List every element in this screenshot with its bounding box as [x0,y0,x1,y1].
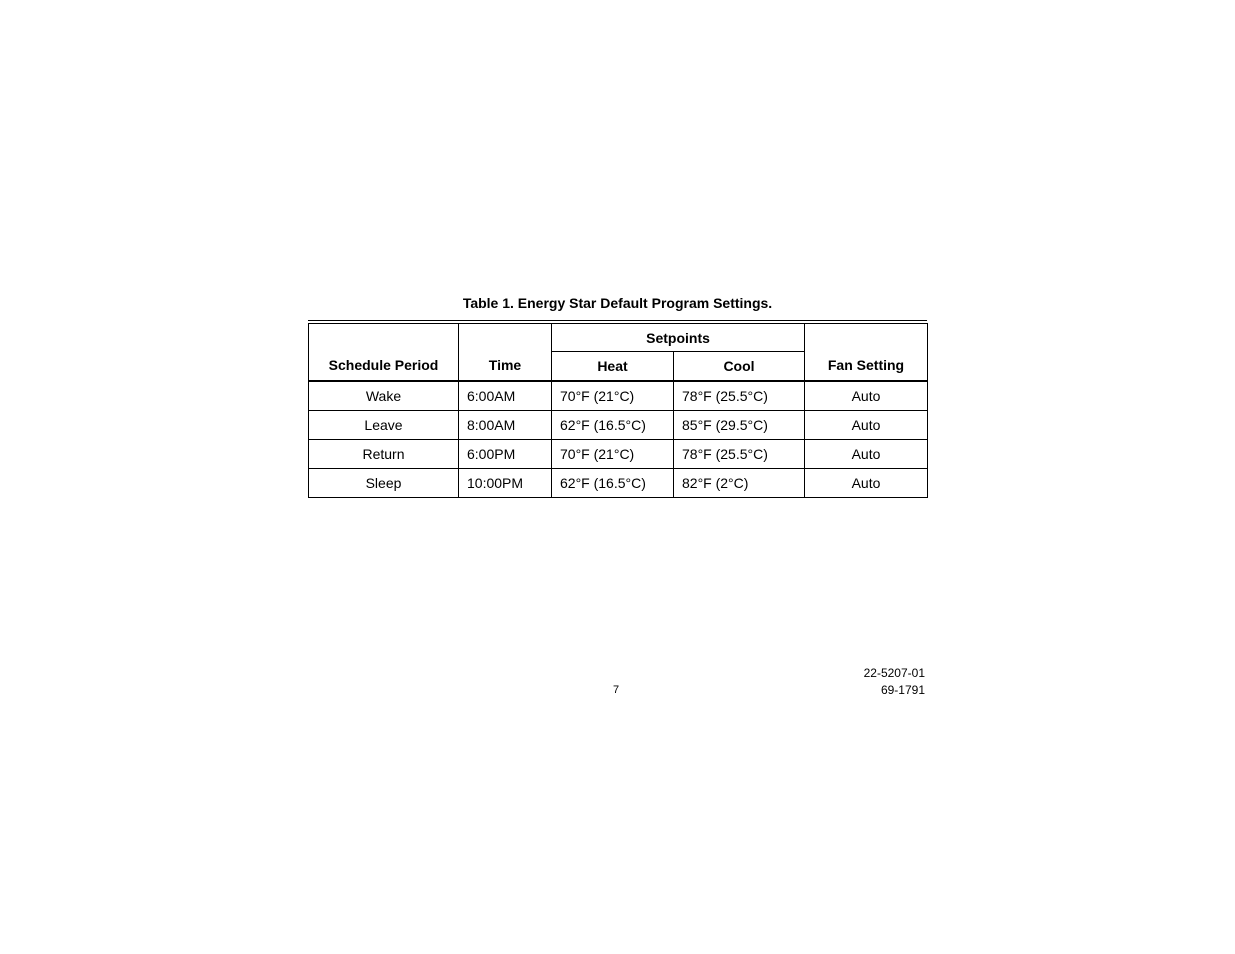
cell-period: Return [309,440,459,469]
header-fan-setting: Fan Setting [805,324,928,382]
cell-heat: 62°F (16.5°C) [552,411,674,440]
cell-time: 10:00PM [459,469,552,498]
page-number: 7 [612,684,620,696]
table-row [309,440,928,469]
cell-cool: 85°F (29.5°C) [674,411,805,440]
doc-id-primary: 22-5207-01 [863,666,925,680]
header-schedule-period: Schedule Period [309,324,459,382]
cell-fan: Auto [805,381,928,411]
cell-period: Wake [309,381,459,411]
cell-heat: 62°F (16.5°C) [552,469,674,498]
cell-time: 6:00PM [459,440,552,469]
header-cool: Cool [674,352,805,382]
cell-heat: 70°F (21°C) [552,440,674,469]
table-title: Table 1. Energy Star Default Program Settings. [462,295,773,311]
energy-star-settings-table [308,323,928,498]
doc-id-secondary: 69-1791 [880,683,925,697]
cell-period: Sleep [309,469,459,498]
cell-cool: 82°F (2°C) [674,469,805,498]
header-setpoints: Setpoints [552,324,805,352]
table-row [309,411,928,440]
cell-cool: 78°F (25.5°C) [674,381,805,411]
cell-time: 6:00AM [459,381,552,411]
table-top-rule [308,320,927,321]
cell-time: 8:00AM [459,411,552,440]
table-row [309,381,928,411]
table-row [309,469,928,498]
cell-cool: 78°F (25.5°C) [674,440,805,469]
cell-fan: Auto [805,469,928,498]
cell-period: Leave [309,411,459,440]
header-time: Time [459,324,552,382]
document-ids [864,665,925,699]
cell-fan: Auto [805,440,928,469]
header-heat: Heat [552,352,674,382]
cell-fan: Auto [805,411,928,440]
cell-heat: 70°F (21°C) [552,381,674,411]
